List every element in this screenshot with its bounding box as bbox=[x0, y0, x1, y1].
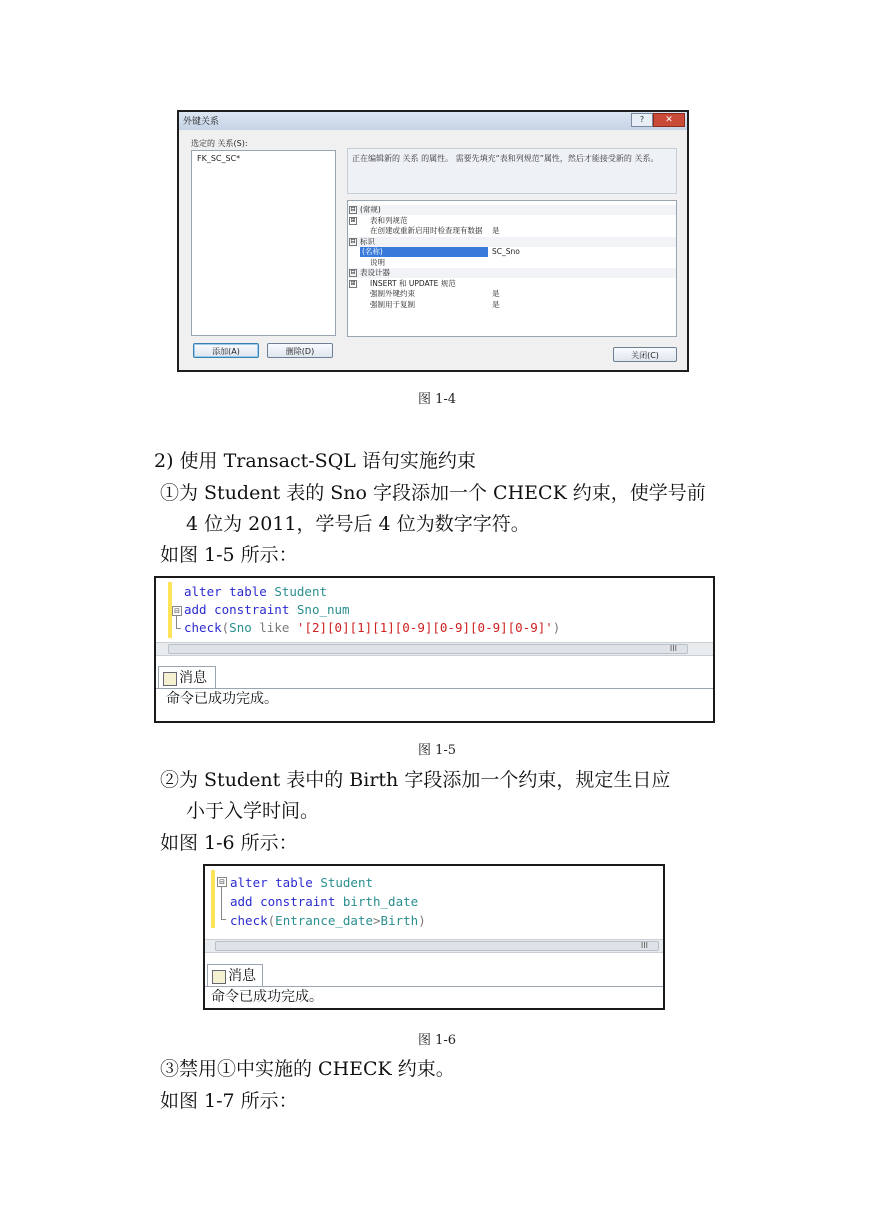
sql-operator: like bbox=[259, 620, 290, 635]
sql-column: Sno bbox=[229, 620, 252, 635]
step3-text: ③禁用①中实施的 CHECK 约束。 bbox=[160, 1058, 455, 1080]
property-row[interactable] bbox=[348, 268, 676, 278]
scrollbar-thumb[interactable]: III bbox=[215, 941, 659, 951]
code-line-2[interactable] bbox=[184, 601, 350, 619]
dialog-titlebar bbox=[179, 112, 687, 130]
property-row[interactable] bbox=[348, 237, 676, 247]
sql-operator: > bbox=[373, 913, 381, 928]
sql-keyword: check bbox=[184, 620, 222, 635]
relationship-item[interactable]: FK_SC_SC* bbox=[197, 154, 241, 163]
add-button[interactable]: 添加(A) bbox=[193, 343, 259, 358]
sql-identifier: Student bbox=[320, 875, 374, 890]
help-button[interactable]: ? bbox=[631, 113, 653, 127]
property-name: 说明 bbox=[370, 257, 385, 267]
change-marker bbox=[211, 870, 215, 928]
property-name: 表和列规范 bbox=[370, 215, 408, 225]
sql-keyword: alter table bbox=[184, 584, 267, 599]
dialog-title: 外键关系 bbox=[183, 117, 220, 127]
property-value[interactable]: 是 bbox=[492, 289, 500, 298]
horizontal-scrollbar[interactable] bbox=[205, 939, 663, 953]
property-name: (常规) bbox=[360, 205, 381, 214]
property-row[interactable] bbox=[348, 289, 676, 299]
property-row[interactable] bbox=[348, 247, 676, 257]
sql-identifier: birth_date bbox=[342, 894, 419, 909]
sql-keyword: add constraint bbox=[184, 602, 290, 617]
sql-column: Birth bbox=[380, 913, 419, 928]
collapse-icon[interactable]: ⊟ bbox=[350, 206, 356, 213]
sql-editor-figure-1-5 bbox=[154, 576, 715, 723]
message-icon bbox=[212, 970, 226, 984]
figure-reference-1-7: 如图 1-7 所示： bbox=[160, 1090, 298, 1112]
message-text: 命令已成功完成。 bbox=[211, 989, 323, 1005]
property-name: (名称) bbox=[360, 247, 488, 257]
step1-text: ①为 Student 表的 Sno 字段添加一个 CHECK 约束，使学号前 bbox=[160, 482, 706, 504]
figure-reference-1-6: 如图 1-6 所示： bbox=[160, 832, 298, 854]
sql-keyword: check bbox=[230, 913, 268, 928]
sql-identifier: Student bbox=[274, 584, 328, 599]
messages-tab[interactable] bbox=[207, 964, 263, 986]
property-name: 标识 bbox=[360, 236, 375, 246]
description-panel: 正在编辑新的 关系 的属性。 需要先填充“表和列规范”属性，然后才能接受新的 关系。 bbox=[347, 148, 677, 194]
messages-tab-label: 消息 bbox=[179, 670, 207, 686]
section-heading: 2) 使用 Transact-SQL 语句实施约束 bbox=[154, 450, 476, 472]
scrollbar-thumb[interactable]: III bbox=[168, 644, 688, 654]
messages-tab-label: 消息 bbox=[228, 968, 256, 984]
close-button[interactable]: 关闭(C) bbox=[613, 347, 677, 362]
collapse-icon[interactable]: ⊟ bbox=[217, 877, 227, 887]
delete-button[interactable]: 删除(D) bbox=[267, 343, 333, 358]
message-icon bbox=[163, 672, 177, 686]
property-name: 表设计器 bbox=[360, 268, 390, 277]
horizontal-scrollbar[interactable] bbox=[156, 642, 713, 656]
code-line-3[interactable]: check(Entrance_date>Birth) bbox=[230, 913, 426, 928]
code-line-2[interactable] bbox=[230, 893, 418, 911]
sql-column: Entrance_date bbox=[275, 913, 374, 928]
message-text: 命令已成功完成。 bbox=[166, 691, 278, 707]
step1-text-continued: 4 位为 2011，学号后 4 位为数字字符。 bbox=[186, 513, 530, 535]
code-line-1[interactable] bbox=[230, 874, 373, 892]
foreign-key-dialog bbox=[177, 110, 689, 372]
sql-keyword: alter table bbox=[230, 875, 313, 890]
expand-icon[interactable]: ⊞ bbox=[350, 216, 356, 224]
messages-pane bbox=[156, 688, 713, 721]
property-name: INSERT 和 UPDATE 规范 bbox=[370, 278, 456, 288]
collapse-icon[interactable]: ⊟ bbox=[350, 269, 356, 276]
collapse-icon[interactable]: ⊟ bbox=[350, 237, 356, 245]
messages-tab[interactable] bbox=[158, 666, 216, 688]
property-row[interactable] bbox=[348, 300, 676, 310]
property-row[interactable] bbox=[348, 205, 676, 215]
figure-caption-1-4: 图 1-4 bbox=[418, 392, 457, 407]
property-name: 强制用于复制 bbox=[370, 299, 415, 309]
expand-icon[interactable]: ⊞ bbox=[350, 279, 356, 287]
fold-line-end bbox=[176, 628, 181, 629]
code-line-1[interactable] bbox=[184, 583, 327, 601]
step2-text: ②为 Student 表中的 Birth 字段添加一个约束，规定生日应 bbox=[160, 769, 671, 791]
fold-line bbox=[221, 886, 222, 920]
property-name: 在创建或重新启用时检查现有数据 bbox=[370, 226, 483, 235]
sql-editor-figure-1-6 bbox=[203, 864, 665, 1010]
sql-string: '[2][0][1][1][0-9][0-9][0-9][0-9]' bbox=[296, 620, 553, 635]
close-icon[interactable]: ✕ bbox=[653, 113, 685, 127]
property-grid[interactable] bbox=[347, 200, 677, 337]
collapse-icon[interactable]: ⊟ bbox=[172, 606, 182, 616]
messages-pane bbox=[205, 986, 663, 1008]
property-row[interactable] bbox=[348, 279, 676, 289]
property-value[interactable]: SC_Sno bbox=[492, 247, 520, 256]
sql-keyword: add constraint bbox=[230, 894, 336, 909]
selected-relationship-label: 选定的 关系(S): bbox=[191, 139, 248, 148]
code-line-3[interactable]: check(Sno like '[2][0][1][1][0-9][0-9][0-9][0-9]') bbox=[184, 620, 561, 635]
figure-reference-1-5: 如图 1-5 所示： bbox=[160, 544, 298, 566]
step2-text-continued: 小于入学时间。 bbox=[186, 800, 320, 822]
figure-caption-1-5: 图 1-5 bbox=[418, 743, 457, 758]
property-row[interactable] bbox=[348, 216, 676, 226]
property-name: 强制外键约束 bbox=[370, 289, 415, 298]
property-value[interactable]: 是 bbox=[492, 226, 500, 235]
figure-caption-1-6: 图 1-6 bbox=[418, 1033, 457, 1048]
property-row[interactable] bbox=[348, 226, 676, 236]
fold-line-end bbox=[221, 919, 226, 920]
property-row[interactable] bbox=[348, 258, 676, 268]
property-value[interactable]: 是 bbox=[492, 299, 500, 309]
relationship-list[interactable] bbox=[191, 150, 336, 336]
fold-line bbox=[176, 615, 177, 629]
sql-identifier: Sno_num bbox=[296, 602, 350, 617]
